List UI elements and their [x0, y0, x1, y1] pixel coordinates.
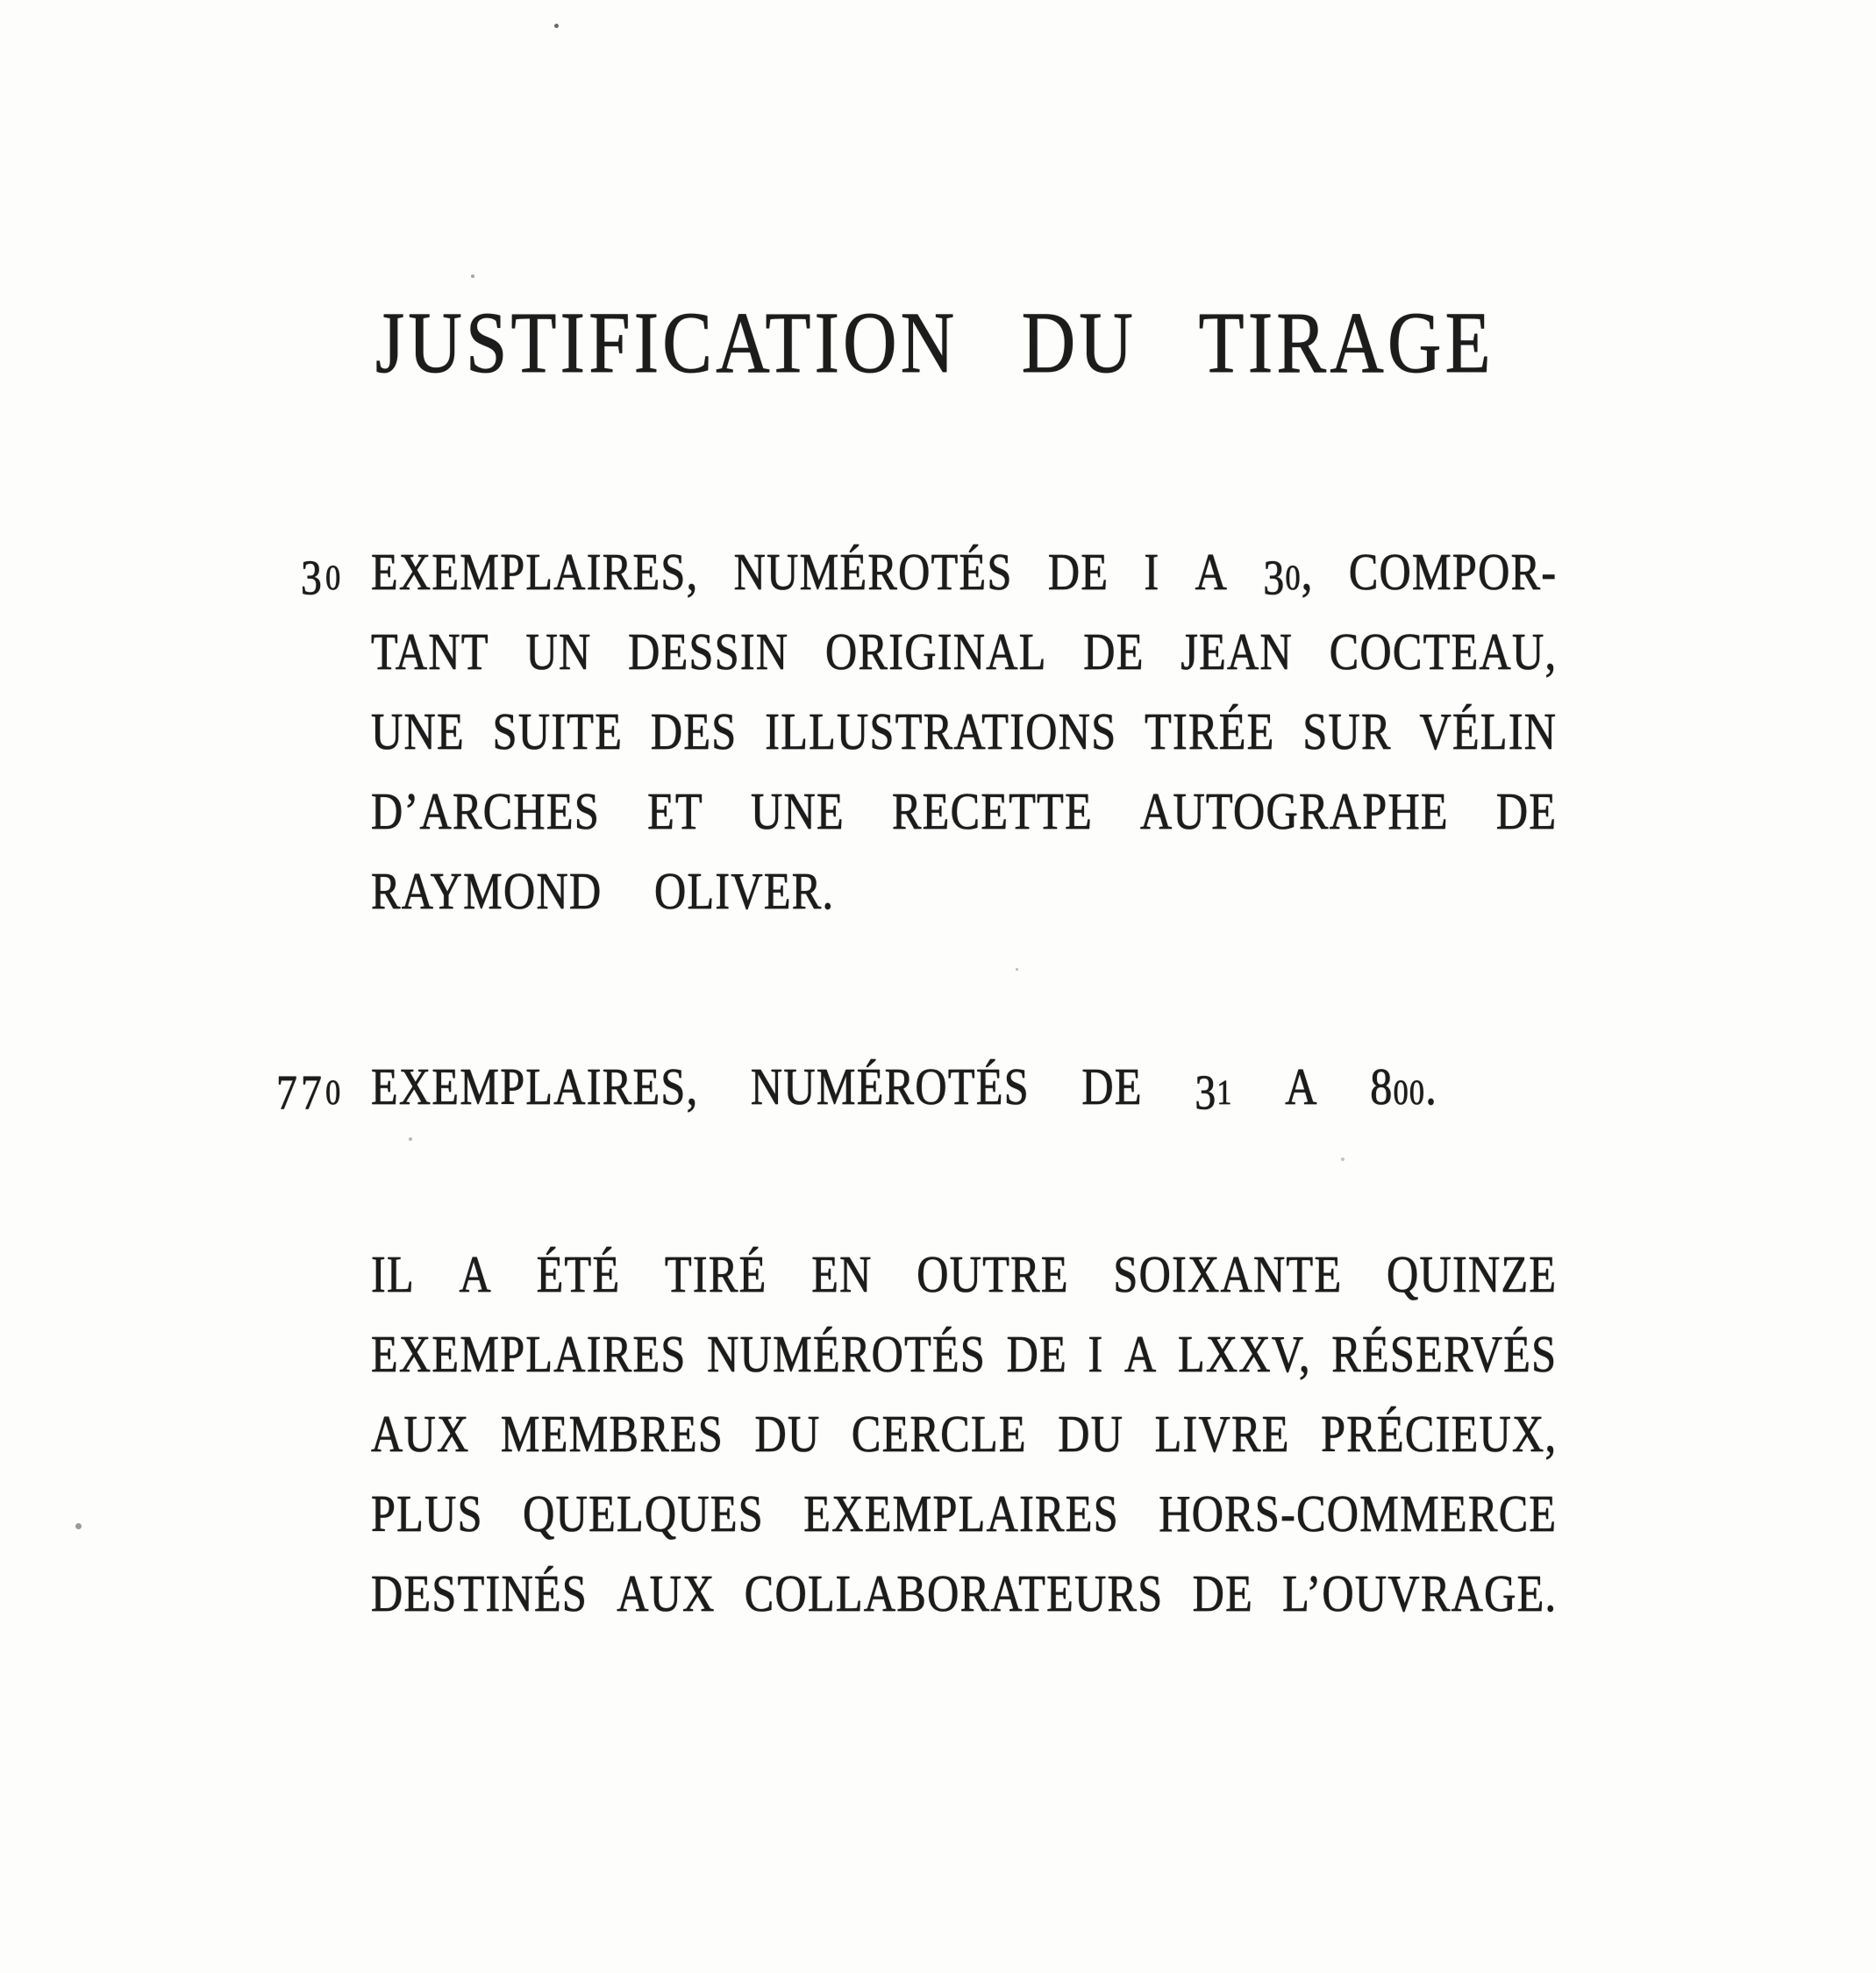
word: SUITE	[492, 702, 624, 760]
word: A	[1124, 1325, 1158, 1383]
word: DESSIN	[628, 623, 789, 680]
word: AUTOGRAPHE	[1140, 782, 1449, 840]
text-line	[371, 1564, 1558, 1622]
text-line	[371, 862, 1557, 920]
word: DU	[1058, 1405, 1124, 1463]
word: HORS-COMMERCE	[1159, 1485, 1558, 1542]
word: DE	[1047, 543, 1109, 601]
oldstyle-figure: 0	[1409, 1072, 1426, 1112]
text-line-content	[371, 862, 1557, 920]
word: QUINZE	[1386, 1245, 1558, 1303]
text-line	[371, 623, 1558, 680]
text-line	[371, 702, 1558, 760]
word: RÉSERVÉS	[1331, 1325, 1558, 1383]
word: DU	[754, 1405, 821, 1463]
oldstyle-figure: 0	[1393, 1072, 1409, 1112]
text-line	[371, 1325, 1558, 1383]
word: VÉLIN	[1419, 702, 1558, 760]
word: TIRÉ	[665, 1245, 767, 1303]
word: EXEMPLAIRES,	[371, 543, 699, 601]
text-line-content	[371, 1325, 1558, 1383]
word: EXEMPLAIRES	[371, 1325, 687, 1383]
text-line-content	[371, 1245, 1558, 1303]
word: RECETTE	[891, 782, 1093, 840]
oldstyle-figure: 1	[1216, 1072, 1233, 1112]
word: EXEMPLAIRES	[803, 1485, 1119, 1542]
ink-speck	[1016, 968, 1018, 971]
text-line-content	[371, 1485, 1558, 1542]
oldstyle-figure: 3	[301, 551, 326, 606]
word: COCTEAU,	[1329, 623, 1558, 680]
word: UN	[525, 623, 592, 680]
edition-count	[275, 1061, 345, 1121]
ink-speck	[1341, 1157, 1345, 1161]
word: EN	[811, 1245, 873, 1303]
word: SUR	[1302, 702, 1392, 760]
word: A	[1195, 543, 1229, 601]
word: ILLUSTRATIONS	[765, 702, 1117, 760]
word: PLUS	[371, 1485, 483, 1542]
word: UNE	[371, 702, 465, 760]
word: DE	[1081, 1058, 1143, 1115]
word: DE	[1495, 782, 1558, 840]
text-line-content	[371, 702, 1558, 760]
word: 30,	[1263, 543, 1314, 606]
word: DE	[1006, 1325, 1068, 1383]
oldstyle-figure: 3	[1195, 1065, 1217, 1121]
text-line-content	[371, 1564, 1558, 1622]
ink-speck	[471, 274, 474, 278]
word: LIVRE	[1154, 1405, 1290, 1463]
word: DES	[650, 702, 738, 760]
oldstyle-figure: 0	[1285, 558, 1302, 597]
word: TIRÉE	[1145, 702, 1275, 760]
text-line-content	[371, 1405, 1558, 1463]
text-line	[371, 782, 1558, 840]
text-line-content	[275, 1058, 1557, 1121]
word: AUX	[617, 1564, 716, 1622]
edition-count	[301, 546, 345, 606]
word: COMPOR-	[1348, 543, 1558, 601]
word: ORIGINAL	[825, 623, 1047, 680]
oldstyle-figure: 3	[1263, 551, 1286, 606]
word: RAYMOND	[371, 862, 603, 920]
word: 800.	[1370, 1058, 1438, 1115]
word: NUMÉROTÉS	[707, 1325, 987, 1383]
oldstyle-figure: 0	[325, 1072, 345, 1112]
word: TANT	[371, 623, 489, 680]
word: L’OUVRAGE.	[1282, 1564, 1558, 1622]
oldstyle-figure: 7	[275, 1065, 302, 1121]
word: NUMÉROTÉS	[733, 543, 1013, 601]
ink-speck	[75, 1523, 82, 1529]
ink-speck	[554, 24, 559, 28]
word: I	[1144, 543, 1160, 601]
text-line	[371, 1245, 1558, 1303]
word: PRÉCIEUX,	[1321, 1405, 1558, 1463]
word: ET	[647, 782, 703, 840]
word: NUMÉROTÉS	[750, 1058, 1030, 1115]
text-line	[371, 1405, 1558, 1463]
word: LXXV,	[1178, 1325, 1311, 1383]
text-line-content	[371, 623, 1558, 680]
word: SOIXANTE	[1113, 1245, 1343, 1303]
word: OUTRE	[917, 1245, 1069, 1303]
word: MEMBRES	[500, 1405, 724, 1463]
word: IL	[371, 1245, 415, 1303]
text-line-content	[301, 543, 1558, 606]
word: AUX	[371, 1405, 470, 1463]
text-line	[301, 543, 1558, 606]
word: DESTINÉS	[371, 1564, 588, 1622]
word: A	[1285, 1058, 1318, 1115]
word: A	[459, 1245, 493, 1303]
word: OLIVER.	[653, 862, 835, 920]
word: JEAN	[1181, 623, 1294, 680]
word: DE	[1192, 1564, 1254, 1622]
word: D’ARCHES	[371, 782, 601, 840]
text-line	[371, 1485, 1558, 1542]
ink-speck	[1309, 354, 1312, 358]
word: UNE	[750, 782, 845, 840]
text-line-content	[371, 782, 1558, 840]
page-title: JUSTIFICATION DU TIRAGE	[375, 294, 1494, 391]
word: I	[1088, 1325, 1104, 1383]
word: DE	[1083, 623, 1145, 680]
oldstyle-figure: 7	[301, 1065, 326, 1121]
ink-speck	[409, 1137, 412, 1141]
oldstyle-figure: 0	[325, 558, 345, 597]
word: EXEMPLAIRES,	[371, 1058, 699, 1115]
word: ÉTÉ	[536, 1245, 621, 1303]
word	[1195, 1061, 1233, 1121]
word: CERCLE	[851, 1405, 1027, 1463]
text-line	[275, 1058, 1557, 1121]
word: COLLABORATEURS	[744, 1564, 1164, 1622]
word: QUELQUES	[523, 1485, 764, 1542]
